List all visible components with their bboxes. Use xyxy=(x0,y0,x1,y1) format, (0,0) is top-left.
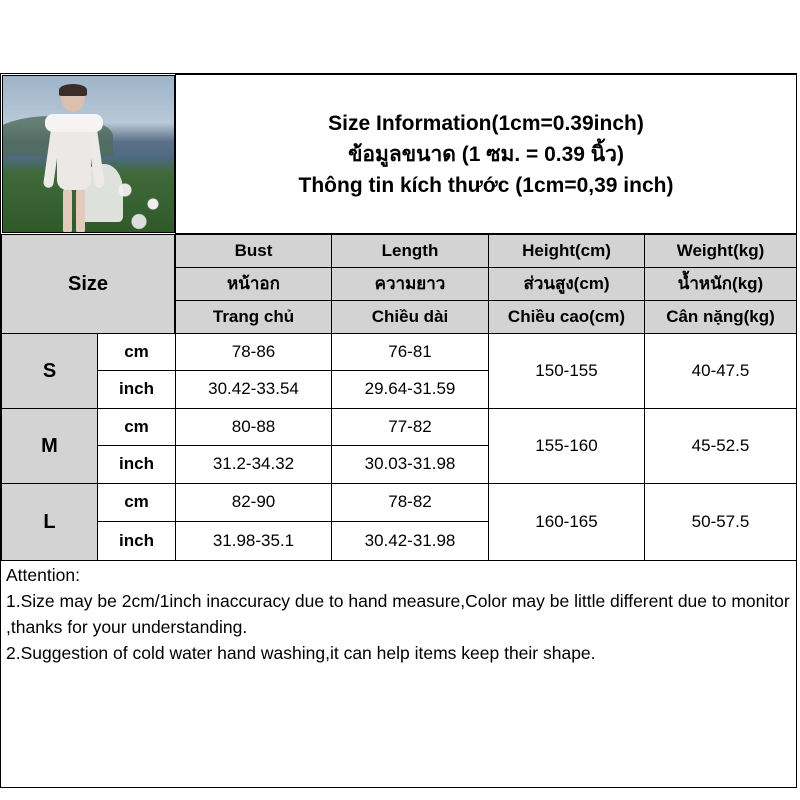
height-s: 150-155 xyxy=(488,333,645,409)
size-label-s: S xyxy=(1,333,98,409)
unit-cm-l: cm xyxy=(97,483,176,522)
length-inch-l: 30.42-31.98 xyxy=(331,521,489,561)
title-english: Size Information(1cm=0.39inch) xyxy=(328,111,644,135)
header-height-th: ส่วนสูง(cm) xyxy=(488,267,645,301)
unit-cm-s: cm xyxy=(97,333,176,371)
title-block xyxy=(175,74,797,234)
bust-cm-m: 80-88 xyxy=(175,408,332,446)
length-cm-l: 78-82 xyxy=(331,483,489,522)
unit-inch-l: inch xyxy=(97,521,176,561)
header-height-vi: Chiều cao(cm) xyxy=(488,300,645,334)
weight-m: 45-52.5 xyxy=(644,408,797,484)
header-length-th: ความยาว xyxy=(331,267,489,301)
attention-note-2: 2.Suggestion of cold water hand washing,it can help items keep their shape. xyxy=(6,643,596,663)
unit-inch-m: inch xyxy=(97,445,176,484)
bust-cm-l: 82-90 xyxy=(175,483,332,522)
header-weight-vi: Cân nặng(kg) xyxy=(644,300,797,334)
height-l: 160-165 xyxy=(488,483,645,561)
weight-s: 40-47.5 xyxy=(644,333,797,409)
header-length-vi: Chiều dài xyxy=(331,300,489,334)
size-chart xyxy=(0,73,797,788)
attention-notes xyxy=(2,560,797,788)
attention-heading: Attention: xyxy=(6,565,80,585)
length-inch-s: 29.64-31.59 xyxy=(331,370,489,409)
size-label-m: M xyxy=(1,408,98,484)
length-cm-m: 77-82 xyxy=(331,408,489,446)
header-length-en: Length xyxy=(331,234,489,268)
header-bust-en: Bust xyxy=(175,234,332,268)
length-inch-m: 30.03-31.98 xyxy=(331,445,489,484)
header-height-en: Height(cm) xyxy=(488,234,645,268)
bust-inch-l: 31.98-35.1 xyxy=(175,521,332,561)
bust-inch-m: 31.2-34.32 xyxy=(175,445,332,484)
length-cm-s: 76-81 xyxy=(331,333,489,371)
product-photo xyxy=(2,75,175,233)
size-label-l: L xyxy=(1,483,98,561)
size-header: Size xyxy=(1,234,175,334)
weight-l: 50-57.5 xyxy=(644,483,797,561)
attention-note-1: 1.Size may be 2cm/1inch inaccuracy due to hand measure,Color may be little different due to monitor ,thanks for your understanding. xyxy=(6,591,790,637)
header-weight-th: น้ำหนัก(kg) xyxy=(644,267,797,301)
header-bust-th: หน้าอก xyxy=(175,267,332,301)
bust-cm-s: 78-86 xyxy=(175,333,332,371)
height-m: 155-160 xyxy=(488,408,645,484)
header-weight-en: Weight(kg) xyxy=(644,234,797,268)
unit-inch-s: inch xyxy=(97,370,176,409)
header-bust-vi: Trang chủ xyxy=(175,300,332,334)
unit-cm-m: cm xyxy=(97,408,176,446)
model-figure xyxy=(45,84,105,233)
bust-inch-s: 30.42-33.54 xyxy=(175,370,332,409)
title-vietnamese: Thông tin kích thước (1cm=0,39 inch) xyxy=(298,173,674,197)
title-thai: ข้อมูลขนาด (1 ซม. = 0.39 นิ้ว) xyxy=(348,142,624,166)
